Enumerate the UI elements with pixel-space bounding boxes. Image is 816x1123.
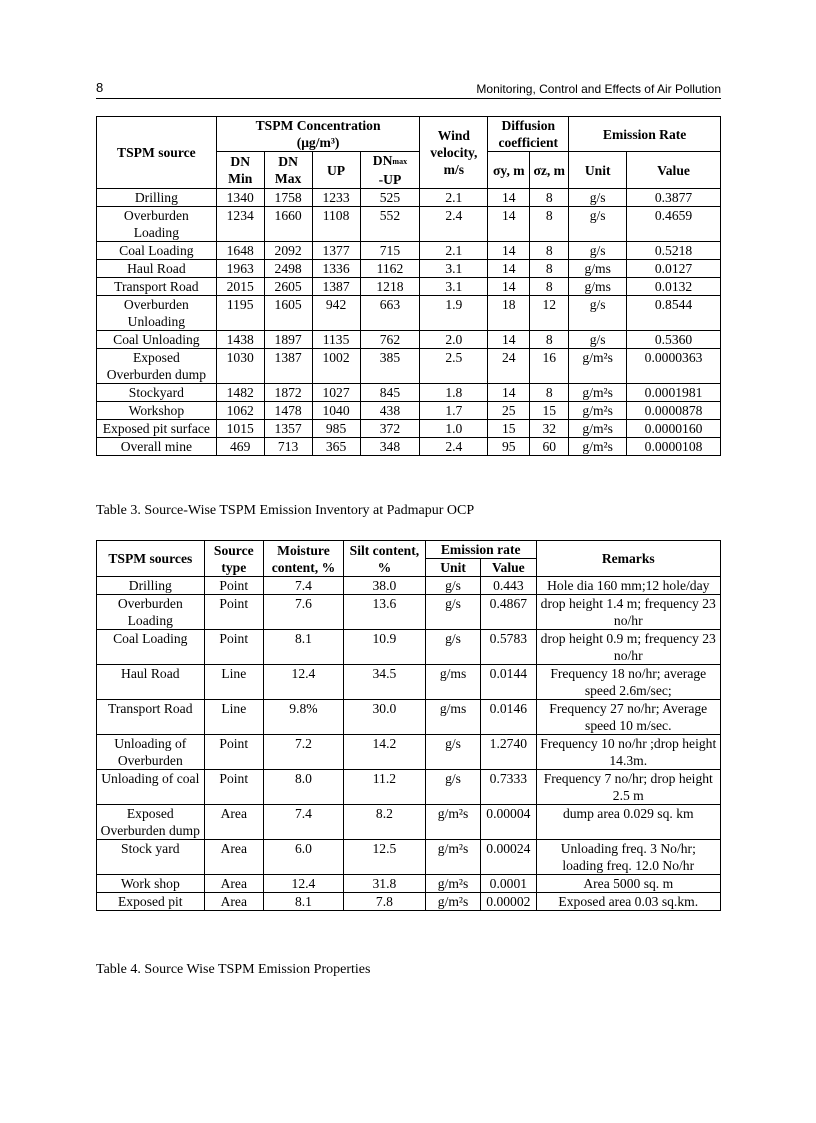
cell-unit: g/s [425,770,480,805]
cell-moist: 8.1 [264,893,344,911]
cell-wind: 1.7 [420,402,488,420]
cell-sy: 14 [488,384,530,402]
cell-wind: 2.1 [420,189,488,207]
cell-source: Stock yard [97,840,205,875]
cell-sz: 8 [530,278,569,296]
cell-dnmax: 1357 [264,420,312,438]
header-dnmax-up: $DN_{max}$ -UP [360,152,420,189]
cell-source: Haul Road [97,665,205,700]
cell-source: Coal Loading [97,242,217,260]
cell-value: 0.0144 [481,665,536,700]
cell-silt: 14.2 [343,735,425,770]
cell-value: 0.0000363 [627,349,721,384]
cell-type: Area [204,893,263,911]
table-row [97,735,721,770]
cell-source: Coal Unloading [97,331,217,349]
cell-dnmin: 1195 [216,296,264,331]
cell-unit: g/s [425,595,480,630]
cell-wind: 1.8 [420,384,488,402]
running-title: Monitoring, Control and Effects of Air Pollution [476,82,721,96]
cell-value: 0.8544 [627,296,721,331]
cell-unit: g/s [569,207,627,242]
emission-properties-table [96,540,721,911]
table-row [97,577,721,595]
table-row [97,384,721,402]
cell-dnmax: 2092 [264,242,312,260]
cell-value: 0.5783 [481,630,536,665]
cell-value: 0.5218 [627,242,721,260]
cell-wind: 3.1 [420,278,488,296]
cell-type: Point [204,577,263,595]
cell-source: Drilling [97,577,205,595]
header-tspm-sources: TSPM sources [97,541,205,577]
cell-dnmax: 1758 [264,189,312,207]
cell-remarks: drop height 0.9 m; frequency 23 no/hr [536,630,720,665]
cell-dnup: 348 [360,438,420,456]
cell-unit: g/s [569,242,627,260]
cell-value: 0.5360 [627,331,721,349]
cell-unit: g/m²s [569,384,627,402]
cell-unit: g/s [425,577,480,595]
emission-properties-body [97,577,721,911]
cell-wind: 2.0 [420,331,488,349]
emission-inventory-body [97,189,721,456]
table-row [97,402,721,420]
cell-sz: 32 [530,420,569,438]
cell-dnup: 845 [360,384,420,402]
cell-dnmax: 1872 [264,384,312,402]
table-row [97,630,721,665]
header-moisture-content: Moisture content, % [264,541,344,577]
cell-type: Area [204,875,263,893]
table-row [97,420,721,438]
cell-sy: 15 [488,420,530,438]
cell-remarks: Frequency 7 no/hr; drop height 2.5 m [536,770,720,805]
cell-dnmax: 713 [264,438,312,456]
cell-moist: 6.0 [264,840,344,875]
cell-dnup: 715 [360,242,420,260]
cell-sy: 95 [488,438,530,456]
cell-value: 0.0146 [481,700,536,735]
cell-dnup: 438 [360,402,420,420]
cell-silt: 12.5 [343,840,425,875]
cell-source: Work shop [97,875,205,893]
cell-dnmax: 2605 [264,278,312,296]
cell-up: 1027 [312,384,360,402]
cell-up: 1387 [312,278,360,296]
cell-type: Point [204,770,263,805]
cell-source: Unloading of coal [97,770,205,805]
cell-type: Area [204,805,263,840]
cell-moist: 7.4 [264,577,344,595]
cell-sy: 24 [488,349,530,384]
cell-sz: 16 [530,349,569,384]
cell-unit: g/s [425,630,480,665]
cell-dnmax: 1897 [264,331,312,349]
cell-up: 985 [312,420,360,438]
cell-value: 0.443 [481,577,536,595]
cell-sz: 60 [530,438,569,456]
page-number: 8 [96,80,104,95]
table-row [97,207,721,242]
header-diffusion-coefficient: Diffusion coefficient [488,117,569,152]
cell-source: Exposed Overburden dump [97,349,217,384]
cell-silt: 7.8 [343,893,425,911]
cell-sy: 25 [488,402,530,420]
table-row [97,665,721,700]
cell-source: Exposed pit [97,893,205,911]
cell-unit: g/m²s [569,349,627,384]
cell-unit: g/s [569,189,627,207]
cell-dnup: 372 [360,420,420,438]
cell-up: 1233 [312,189,360,207]
cell-value: 0.0000878 [627,402,721,420]
cell-remarks: Frequency 10 no/hr ;drop height 14.3m. [536,735,720,770]
cell-unit: g/s [569,296,627,331]
cell-remarks: Hole dia 160 mm;12 hole/day [536,577,720,595]
cell-silt: 34.5 [343,665,425,700]
cell-unit: g/ms [425,700,480,735]
cell-wind: 2.4 [420,438,488,456]
cell-remarks: Unloading freq. 3 No/hr; loading freq. 12.0 No/hr [536,840,720,875]
cell-silt: 10.9 [343,630,425,665]
cell-source: Unloading of Overburden [97,735,205,770]
cell-dnmin: 1438 [216,331,264,349]
cell-source: Stockyard [97,384,217,402]
cell-remarks: dump area 0.029 sq. km [536,805,720,840]
header-unit: Unit [425,559,480,577]
cell-type: Point [204,735,263,770]
header-up: UP [312,152,360,189]
cell-sy: 14 [488,189,530,207]
table-row [97,260,721,278]
cell-dnup: 1162 [360,260,420,278]
cell-moist: 9.8% [264,700,344,735]
cell-value: 0.00004 [481,805,536,840]
cell-source: Overburden Loading [97,207,217,242]
cell-wind: 1.9 [420,296,488,331]
cell-source: Coal Loading [97,630,205,665]
cell-silt: 11.2 [343,770,425,805]
header-wind-velocity: Wind velocity, m/s [420,117,488,189]
cell-remarks: Frequency 18 no/hr; average speed 2.6m/sec; [536,665,720,700]
cell-unit: g/m²s [569,438,627,456]
cell-silt: 31.8 [343,875,425,893]
cell-unit: g/s [425,735,480,770]
cell-up: 1377 [312,242,360,260]
cell-sz: 8 [530,384,569,402]
cell-silt: 8.2 [343,805,425,840]
table-row [97,189,721,207]
cell-source: Overall mine [97,438,217,456]
cell-type: Line [204,665,263,700]
cell-source: Transport Road [97,700,205,735]
cell-type: Area [204,840,263,875]
cell-wind: 2.4 [420,207,488,242]
cell-value: 0.3877 [627,189,721,207]
cell-up: 365 [312,438,360,456]
cell-dnmin: 469 [216,438,264,456]
cell-moist: 12.4 [264,875,344,893]
cell-sz: 8 [530,331,569,349]
header-sigma-z: σz, m [530,152,569,189]
cell-unit: g/m²s [569,420,627,438]
table-row [97,770,721,805]
cell-wind: 2.1 [420,242,488,260]
cell-remarks: Exposed area 0.03 sq.km. [536,893,720,911]
cell-moist: 8.0 [264,770,344,805]
cell-source: Exposed pit surface [97,420,217,438]
cell-moist: 8.1 [264,630,344,665]
table-row [97,331,721,349]
page-header [96,78,721,99]
table-row [97,805,721,840]
cell-moist: 7.6 [264,595,344,630]
cell-sz: 8 [530,207,569,242]
header-sigma-y: σy, m [488,152,530,189]
cell-wind: 1.0 [420,420,488,438]
cell-moist: 7.4 [264,805,344,840]
table-row [97,700,721,735]
table-row [97,840,721,875]
cell-source: Workshop [97,402,217,420]
cell-dnup: 663 [360,296,420,331]
cell-remarks: drop height 1.4 m; frequency 23 no/hr [536,595,720,630]
cell-dnup: 762 [360,331,420,349]
cell-dnmax: 1605 [264,296,312,331]
cell-value: 0.0000160 [627,420,721,438]
cell-dnmin: 1648 [216,242,264,260]
table-3-caption: Table 3. Source-Wise TSPM Emission Inventory at Padmapur OCP [96,503,475,518]
table-row [97,893,721,911]
cell-dnup: 552 [360,207,420,242]
table-row [97,278,721,296]
cell-source: Exposed Overburden dump [97,805,205,840]
cell-silt: 13.6 [343,595,425,630]
table-row [97,242,721,260]
cell-unit: g/m²s [425,875,480,893]
cell-type: Line [204,700,263,735]
cell-dnmin: 1234 [216,207,264,242]
cell-sz: 8 [530,260,569,278]
cell-value: 0.7333 [481,770,536,805]
cell-dnmin: 1963 [216,260,264,278]
header-tspm-concentration: TSPM Concentration (μg/m³) [216,117,420,152]
cell-sy: 14 [488,331,530,349]
cell-unit: g/m²s [425,840,480,875]
cell-unit: g/m²s [425,893,480,911]
cell-dnup: 525 [360,189,420,207]
cell-dnmin: 1015 [216,420,264,438]
cell-wind: 2.5 [420,349,488,384]
cell-remarks: Area 5000 sq. m [536,875,720,893]
cell-moist: 7.2 [264,735,344,770]
cell-sy: 14 [488,242,530,260]
table-4-caption: Table 4. Source Wise TSPM Emission Properties [96,962,371,977]
cell-up: 942 [312,296,360,331]
table-row [97,875,721,893]
cell-dnup: 1218 [360,278,420,296]
cell-sy: 14 [488,260,530,278]
cell-value: 0.0000108 [627,438,721,456]
cell-type: Point [204,630,263,665]
cell-sy: 14 [488,278,530,296]
cell-sz: 8 [530,189,569,207]
header-dn-min: DN Min [216,152,264,189]
header-tspm-source: TSPM source [97,117,217,189]
cell-silt: 38.0 [343,577,425,595]
header-value: Value [627,152,721,189]
table-row [97,296,721,331]
cell-silt: 30.0 [343,700,425,735]
cell-up: 1135 [312,331,360,349]
cell-dnmin: 1482 [216,384,264,402]
table-row [97,438,721,456]
cell-dnmax: 1387 [264,349,312,384]
cell-unit: g/ms [569,260,627,278]
cell-value: 0.0132 [627,278,721,296]
header-silt-content: Silt content, % [343,541,425,577]
header-emission-rate: Emission rate [425,541,536,559]
table-row [97,349,721,384]
cell-sz: 12 [530,296,569,331]
cell-value: 0.00024 [481,840,536,875]
cell-dnup: 385 [360,349,420,384]
cell-up: 1336 [312,260,360,278]
cell-unit: g/ms [569,278,627,296]
cell-source: Haul Road [97,260,217,278]
cell-source: Transport Road [97,278,217,296]
header-unit: Unit [569,152,627,189]
cell-value: 0.4659 [627,207,721,242]
cell-value: 0.4867 [481,595,536,630]
cell-dnmax: 1660 [264,207,312,242]
cell-source: Overburden Unloading [97,296,217,331]
cell-value: 0.0001 [481,875,536,893]
cell-source: Overburden Loading [97,595,205,630]
cell-up: 1108 [312,207,360,242]
cell-value: 0.00002 [481,893,536,911]
cell-sz: 15 [530,402,569,420]
cell-source: Drilling [97,189,217,207]
cell-dnmax: 1478 [264,402,312,420]
cell-unit: g/s [569,331,627,349]
cell-moist: 12.4 [264,665,344,700]
cell-dnmax: 2498 [264,260,312,278]
cell-unit: g/m²s [569,402,627,420]
cell-remarks: Frequency 27 no/hr; Average speed 10 m/sec. [536,700,720,735]
cell-dnmin: 1062 [216,402,264,420]
header-source-type: Source type [204,541,263,577]
cell-type: Point [204,595,263,630]
cell-up: 1040 [312,402,360,420]
cell-sy: 18 [488,296,530,331]
header-remarks: Remarks [536,541,720,577]
header-emission-rate: Emission Rate [569,117,721,152]
cell-wind: 3.1 [420,260,488,278]
cell-sz: 8 [530,242,569,260]
cell-up: 1002 [312,349,360,384]
header-value: Value [481,559,536,577]
cell-value: 0.0127 [627,260,721,278]
emission-inventory-table [96,116,721,456]
cell-value: 0.0001981 [627,384,721,402]
table-row [97,595,721,630]
cell-unit: g/ms [425,665,480,700]
cell-dnmin: 1340 [216,189,264,207]
cell-value: 1.2740 [481,735,536,770]
cell-sy: 14 [488,207,530,242]
header-dn-max: DN Max [264,152,312,189]
cell-dnmin: 1030 [216,349,264,384]
cell-dnmin: 2015 [216,278,264,296]
cell-unit: g/m²s [425,805,480,840]
